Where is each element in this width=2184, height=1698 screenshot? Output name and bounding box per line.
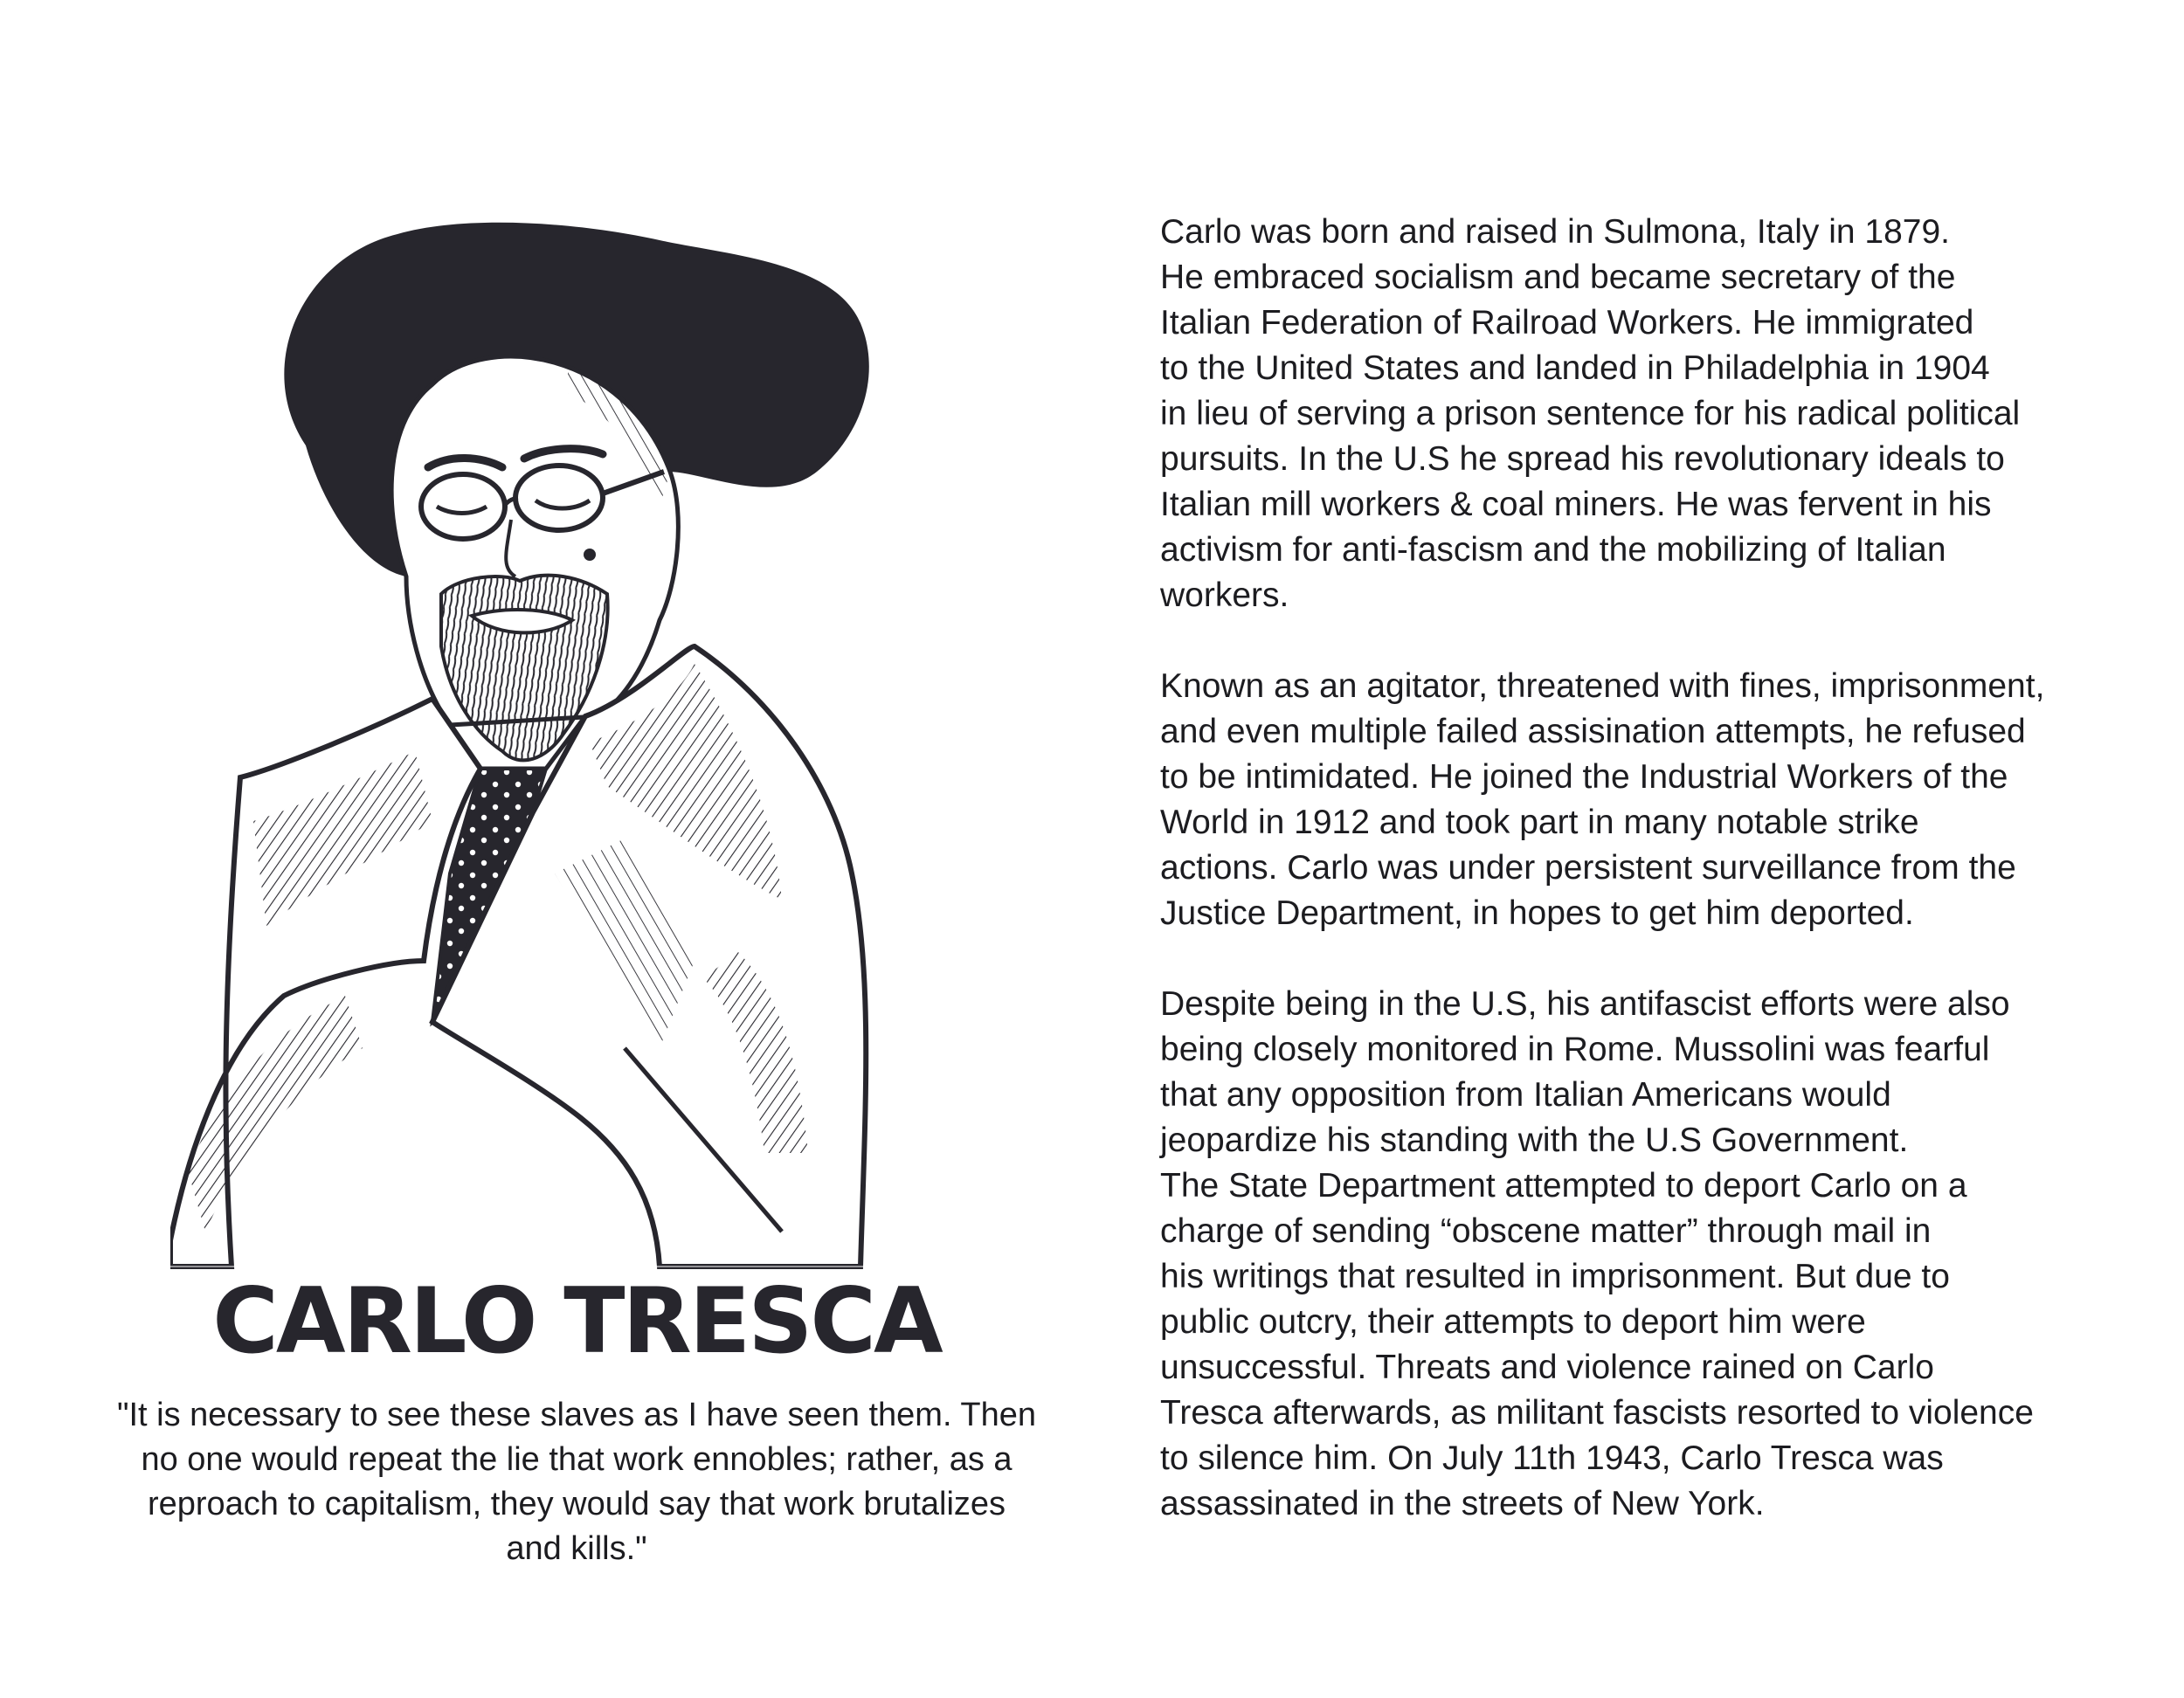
bio-line: charge of sending “obscene matter” through mail in (1160, 1212, 1932, 1250)
bio-line: jeopardize his standing with the U.S Government. (1160, 1122, 1909, 1159)
bio-paragraph-1 (1160, 210, 2156, 618)
bio-line: World in 1912 and took part in many notable strike (1160, 804, 1919, 841)
bio-line: Justice Department, in hopes to get him deported. (1160, 894, 1914, 932)
bio-line: that any opposition from Italian Americans would (1160, 1076, 1891, 1114)
bio-line: activism for anti-fascism and the mobilizing of Italian (1160, 531, 1946, 569)
bio-line: in lieu of serving a prison sentence for his radical political (1160, 395, 2021, 432)
bio-line: his writings that resulted in imprisonment. But due to (1160, 1258, 1950, 1295)
bio-line: being closely monitored in Rome. Mussolini was fearful (1160, 1031, 1990, 1068)
portrait-illustration (170, 210, 1035, 1275)
portrait-drawing (170, 210, 1035, 1275)
page-title: CARLO TRESCA (212, 1269, 941, 1374)
bio-line: to silence him. On July 11th 1943, Carlo Tresca was (1160, 1439, 1944, 1477)
bio-line: Tresca afterwards, as militant fascists resorted to violence (1160, 1394, 2034, 1432)
bio-line: pursuits. In the U.S he spread his revolutionary ideals to (1160, 440, 2005, 478)
bio-line: Known as an agitator, threatened with fines, imprisonment, (1160, 667, 2045, 705)
bio-line: to be intimidated. He joined the Industrial Workers of the (1160, 758, 2008, 796)
bio-line: He embraced socialism and became secretary of the (1160, 259, 1956, 296)
quote-line: and kills." (506, 1530, 647, 1567)
bio-line: assassinated in the streets of New York. (1160, 1485, 1765, 1522)
quote-line: reproach to capitalism, they would say that work brutalizes (147, 1486, 1006, 1522)
bio-line: The State Department attempted to deport Carlo on a (1160, 1167, 1967, 1204)
biography (1160, 210, 2156, 1572)
bio-line: unsuccessful. Threats and violence rained on Carlo (1160, 1349, 1934, 1386)
bio-line: public outcry, their attempts to deport him were (1160, 1303, 1866, 1341)
bio-line: Despite being in the U.S, his antifascist efforts were also (1160, 985, 2010, 1023)
bio-line: and even multiple failed assisination attempts, he refused (1160, 713, 2026, 750)
quote (87, 1393, 1066, 1571)
bio-line: to the United States and landed in Philadelphia in 1904 (1160, 349, 1990, 387)
bio-paragraph-2 (1160, 664, 2156, 936)
bio-line: Italian mill workers & coal miners. He was fervent in his (1160, 486, 1992, 523)
bio-line: actions. Carlo was under persistent surveillance from the (1160, 849, 2016, 887)
quote-line: "It is necessary to see these slaves as I have seen them. Then (116, 1397, 1036, 1433)
bio-line: workers. (1160, 576, 1289, 614)
quote-line: no one would repeat the lie that work ennobles; rather, as a (141, 1441, 1013, 1478)
bio-line: Carlo was born and raised in Sulmona, Italy in 1879. (1160, 213, 1951, 251)
bio-line: Italian Federation of Railroad Workers. He immigrated (1160, 304, 1974, 342)
bio-paragraph-3 (1160, 982, 2156, 1527)
